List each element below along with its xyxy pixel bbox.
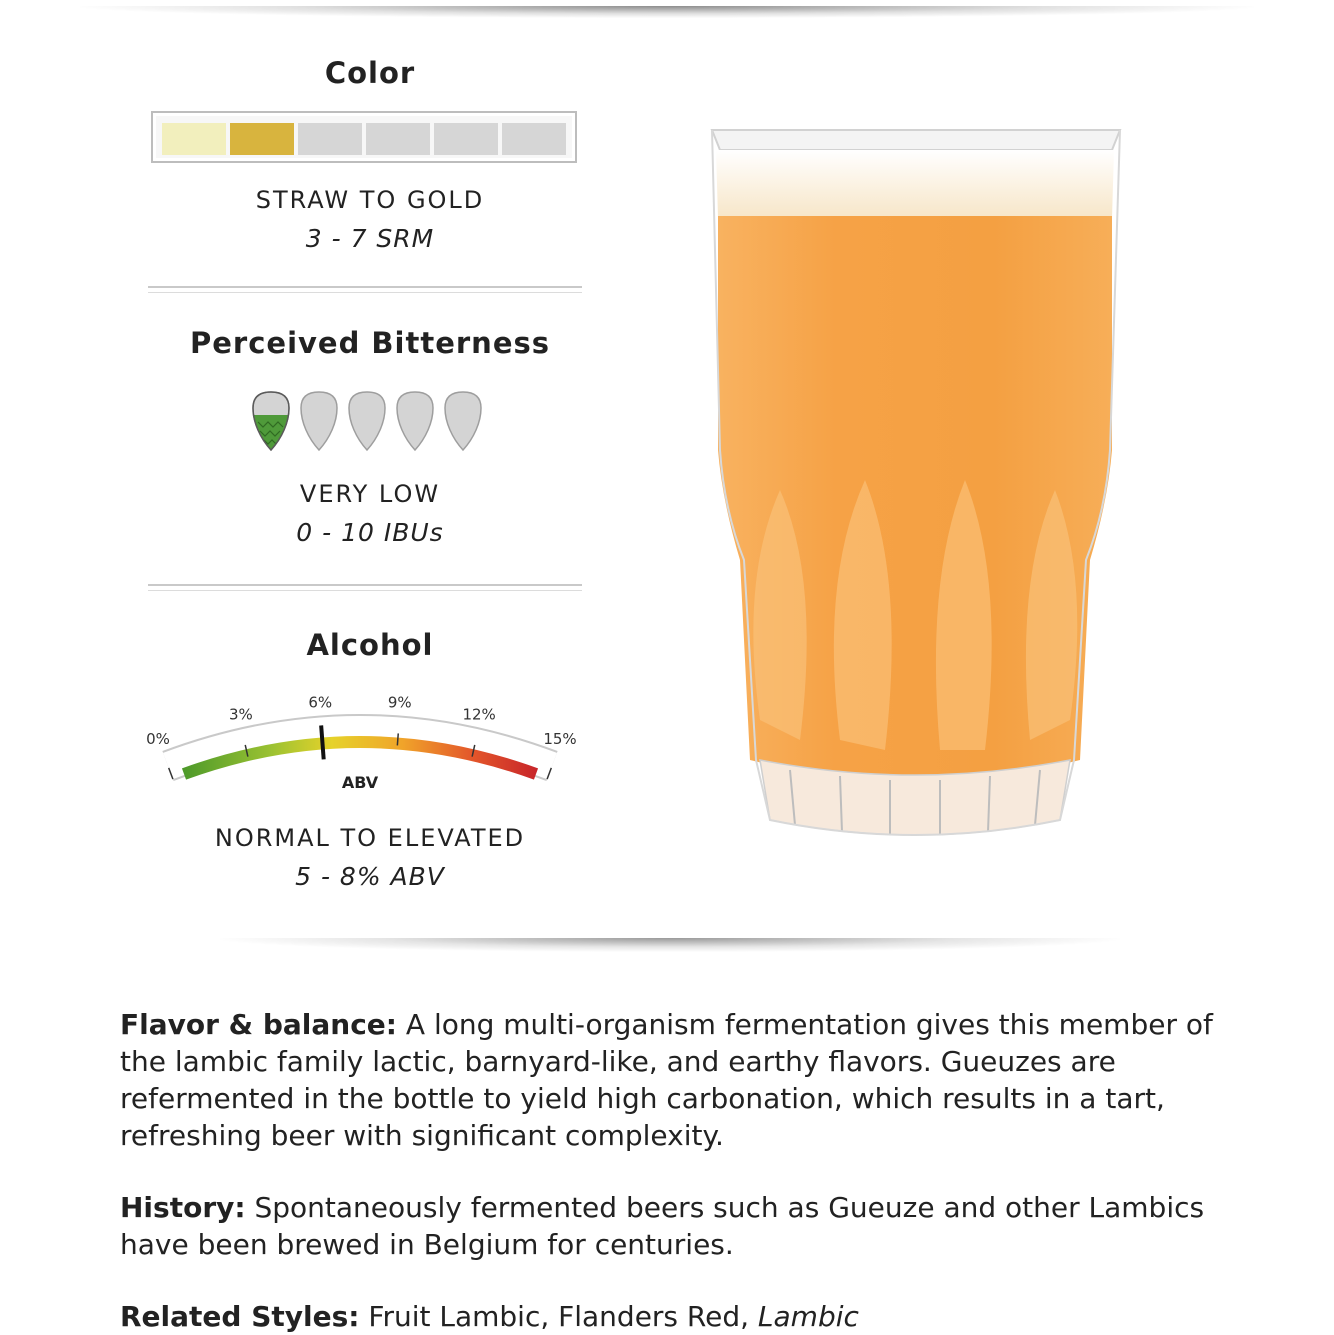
beer-glass-image — [700, 120, 1130, 840]
top-divider — [80, 6, 1254, 18]
gauge-needle — [321, 725, 324, 759]
history-paragraph — [120, 1189, 1220, 1263]
hop-empty-icon — [442, 390, 484, 452]
hop-empty-icon — [298, 390, 340, 452]
related-italic: Lambic — [757, 1300, 859, 1333]
alcohol-caption: NORMAL TO ELEVATED — [214, 824, 526, 852]
flavor-text: A long multi-organism fermentation gives this member of the lambic family lactic, barnyard-like, and earthy flavors. Gueuzes are refermented in the bottle to yield high carbonation, which results in a tart, refreshing beer with significant complexity. — [120, 1008, 1213, 1152]
related-styles-paragraph — [120, 1298, 1220, 1335]
hop-empty-icon — [346, 390, 388, 452]
gauge-tick-label: 15% — [543, 730, 577, 748]
bitterness-caption: VERY LOW — [299, 480, 441, 508]
swatch-pale-straw — [162, 123, 226, 155]
gauge-tick-label: 9% — [387, 693, 412, 712]
flavor-paragraph — [120, 1006, 1220, 1154]
bitterness-heading: Perceived Bitterness — [189, 326, 551, 360]
middle-divider — [220, 938, 1120, 952]
gauge-tick-label: 0% — [146, 730, 170, 748]
swatch-gold — [230, 123, 294, 155]
gauge-tick-label: 6% — [308, 693, 333, 712]
history-label: History: — [120, 1191, 246, 1224]
alcohol-range: 5 - 8% ABV — [295, 862, 445, 891]
bitterness-hop-rating — [250, 390, 490, 454]
related-text: Fruit Lambic, Flanders Red, — [359, 1300, 758, 1333]
swatch-empty-6 — [502, 123, 566, 155]
color-range: 3 - 7 SRM — [305, 224, 435, 253]
color-caption: STRAW TO GOLD — [255, 186, 485, 214]
hop-icon — [250, 390, 292, 452]
swatch-empty-4 — [366, 123, 430, 155]
history-text: Spontaneously fermented beers such as Gueuze and other Lambics have been brewed in Belgium for centuries. — [120, 1191, 1205, 1261]
color-heading: Color — [324, 56, 416, 90]
bitterness-range: 0 - 10 IBUs — [296, 518, 444, 547]
abv-gauge — [140, 690, 580, 800]
section-divider — [148, 286, 582, 293]
gauge-tick-label: 12% — [462, 705, 496, 724]
gauge-tick-label: 3% — [228, 705, 253, 724]
hop-empty-icon — [394, 390, 436, 452]
gauge-abv-label: ABV — [341, 773, 379, 792]
alcohol-heading: Alcohol — [306, 628, 434, 662]
color-scale — [151, 111, 577, 163]
section-divider — [148, 584, 582, 591]
swatch-empty-5 — [434, 123, 498, 155]
swatch-empty-3 — [298, 123, 362, 155]
flavor-label: Flavor & balance: — [120, 1008, 397, 1041]
gauge-tick — [397, 733, 398, 745]
related-label: Related Styles: — [120, 1300, 360, 1333]
